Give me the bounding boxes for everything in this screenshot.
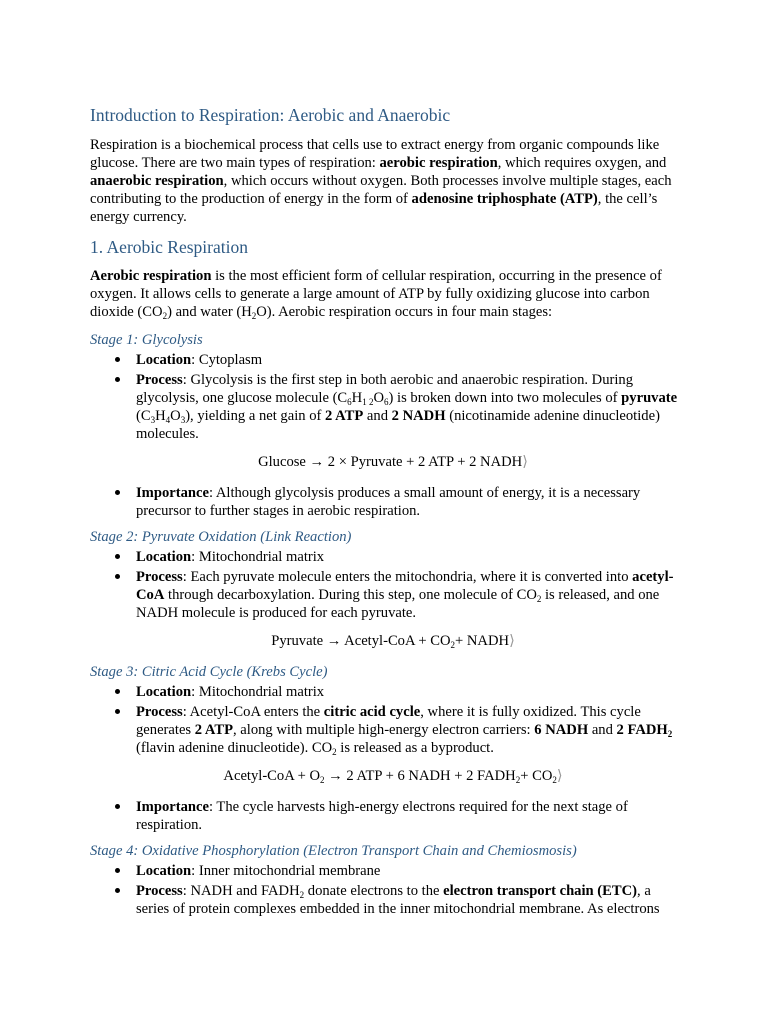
equation-glycolysis: Glucose → 2 × Pyruvate + 2 ATP + 2 NADH⟩: [258, 454, 528, 470]
list-item: Process: Each pyruvate molecule enters the mitochondria, where it is converted into acetyl-CoA through decarboxylation. During this step, one molecule of $CO_2$ is released, and one NADH molecule is produced for each pyruvate.: [90, 568, 682, 622]
intro-paragraph: Respiration is a biochemical process that cells use to extract energy from organic compounds like glucose. There are two main types of respiration: aerobic respiration, which requires oxygen, and anaerobic respiration, which occurs without oxygen. Both processes involve multiple stages, each contributing to the production of energy in the form of adenosine triphosphate (ATP), the cell’s energy currency.: [90, 137, 672, 225]
stage-heading-oxidative-phosphorylation: Stage 4: Oxidative Phosphorylation (Electron Transport Chain and Chemiosmosis): [90, 843, 577, 859]
stage3-list-importance: [90, 798, 682, 834]
list-item: Location: Cytoplasm: [90, 351, 682, 369]
equation-link-reaction: Pyruvate → Acetyl-CoA + $CO_2+$ NADH⟩: [271, 633, 515, 650]
stage4-list: [90, 862, 682, 918]
stage-heading-pyruvate-oxidation: Stage 2: Pyruvate Oxidation (Link Reaction): [90, 529, 352, 545]
stage-heading-glycolysis: Stage 1: Glycolysis: [90, 332, 203, 348]
aerobic-paragraph: Aerobic respiration is the most efficient form of cellular respiration, occurring in the presence of oxygen. It allows cells to generate a large amount of ATP by fully oxidizing glucose into carbon dioxide $(CO_2)$ and water $(H_2O)$. Aerobic respiration occurs in four main stages:: [90, 268, 662, 321]
section-heading-aerobic: 1. Aerobic Respiration: [90, 237, 248, 257]
page-title: Introduction to Respiration: Aerobic and Anaerobic: [90, 105, 451, 125]
list-item: Process: NADH and $FADH_2$ donate electrons to the electron transport chain (ETC), a series of protein complexes embedded in the inner mitochondrial membrane. As electrons: [90, 882, 682, 918]
list-item: Location: Mitochondrial matrix: [90, 683, 682, 701]
list-item: Process: Acetyl-CoA enters the citric acid cycle, where it is fully oxidized. This cycle generates 2 ATP, along with multiple high-energy electron carriers: 6 NADH and 2 $FADH_2$ (flavin adenine dinucleotide). $CO_2$ is released as a byproduct.: [90, 703, 682, 757]
list-item: Process: Glycolysis is the first step in both aerobic and anaerobic respiration. During glycolysis, one glucose molecule $(C_6H_{1 2}O_6)$ is broken down into two molecules of pyruvate $(C_3H_4O_3)$, yielding a net gain of 2 ATP and 2 NADH (nicotinamide adenine dinucleotide) molecules.: [90, 371, 682, 443]
list-item: Importance: Although glycolysis produces a small amount of energy, it is a necessary precursor to further stages in aerobic respiration.: [90, 484, 682, 520]
stage3-list: [90, 683, 682, 757]
stage-heading-krebs-cycle: Stage 3: Citric Acid Cycle (Krebs Cycle): [90, 664, 328, 680]
list-item: Location: Mitochondrial matrix: [90, 548, 682, 566]
stage1-list: [90, 351, 682, 443]
equation-krebs-cycle: Acetyl-CoA + $O_2 \to 2$ ATP + 6 NADH + 2 $FADH_2+$ $CO_2⟩$: [223, 768, 563, 785]
list-item: Importance: The cycle harvests high-energy electrons required for the next stage of respiration.: [90, 798, 682, 834]
stage2-list: [90, 548, 682, 622]
stage1-list-importance: [90, 484, 682, 520]
document-body: [90, 103, 682, 920]
list-item: Location: Inner mitochondrial membrane: [90, 862, 682, 880]
